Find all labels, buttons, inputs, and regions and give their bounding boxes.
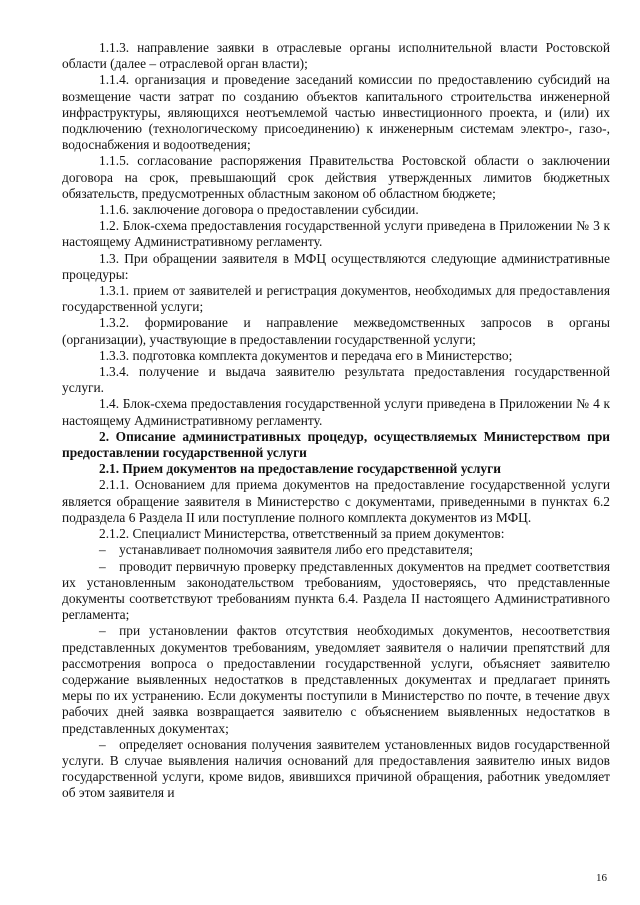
paragraph-1-2: 1.2. Блок-схема предоставления государственной услуги приведена в Приложении № 3 к настоящему Административному регламенту. — [62, 218, 610, 250]
document-page — [62, 40, 610, 802]
paragraph-1-1-5: 1.1.5. согласование распоряжения Правительства Ростовской области о заключении договора на срок, превышающий срок действия утвержденных лимитов бюджетных обязательств, предусмотренных областным законом об областном бюджете; — [62, 153, 610, 201]
list-item: – устанавливает полномочия заявителя либо его представителя; — [99, 542, 474, 558]
paragraph-1-3-2: 1.3.2. формирование и направление межведомственных запросов в органы (организации), участвующие в предоставлении государственной услуги; — [62, 315, 610, 347]
page-number: 16 — [596, 872, 607, 884]
paragraph-1-3-1: 1.3.1. прием от заявителей и регистрация документов, необходимых для предоставления государственной услуги; — [62, 283, 610, 315]
paragraph-2-1-1: 2.1.1. Основанием для приема документов на предоставление государственной услуги является обращение заявителя в Министерство с документами, приведенными в пунктах 6.2 подраздела 6 Раздела II или поступление полного комплекта документов из МФЦ. — [62, 477, 610, 525]
paragraph-1-1-6: 1.1.6. заключение договора о предоставлении субсидии. — [99, 202, 419, 218]
subsection-2-1-heading: 2.1. Прием документов на предоставление государственной услуги — [99, 461, 501, 477]
paragraph-1-4: 1.4. Блок-схема предоставления государственной услуги приведена в Приложении № 4 к настоящему Административному регламенту. — [62, 396, 610, 428]
paragraph-1-1-4: 1.1.4. организация и проведение заседаний комиссии по предоставлению субсидий на возмещение части затрат по созданию объектов капитального строительства инженерной инфраструктуры, являющихся неотъемлемой частью инвестиционного проекта, и (или) их подключению (технологическому присоединению) к инженерным системам электро-, газо-, водоснабжения и водоотведения; — [62, 72, 610, 153]
section-2-heading: 2. Описание административных процедур, осуществляемых Министерством при предоставлении государственной услуги — [62, 428, 610, 461]
paragraph-1-3: 1.3. При обращении заявителя в МФЦ осуществляются следующие административные процедуры: — [62, 250, 610, 282]
paragraph-1-3-3: 1.3.3. подготовка комплекта документов и передача его в Министерство; — [99, 347, 513, 363]
list-item: – при установлении фактов отсутствия необходимых документов, несоответствия представленных документов требованиям, уведомляет заявителя о наличии препятствий для рассмотрения вопроса о предоставлении государственной услуги, объясняет заявителю содержание выявленных недостатков в представленных документах и предлагает принять меры по их устранению. Если документы поступили в Министерство по почте, в течение двух рабочих дней заявка возвращается заявителю с объяснением выявленных недостатков в представленных документах; — [62, 623, 610, 736]
paragraph-2-1-2: 2.1.2. Специалист Министерства, ответственный за прием документов: — [99, 526, 505, 542]
list-item: – проводит первичную проверку представленных документов на предмет соответствия их установленным законодательством требованиям, удостоверяясь, что представленные документы соответствуют требованиям пункта 6.4. Раздела II настоящего Административного регламента; — [62, 558, 610, 623]
paragraph-1-3-4: 1.3.4. получение и выдача заявителю результата предоставления государственной услуги. — [62, 364, 610, 396]
paragraph-1-1-3: 1.1.3. направление заявки в отраслевые органы исполнительной власти Ростовской области (далее – отраслевой орган власти); — [62, 40, 610, 72]
list-item: – определяет основания получения заявителем установленных видов государственной услуги. В случае выявления наличия оснований для предоставления заявителю иных видов государственной услуги, кроме видов, явившихся причиной обращения, работник уведомляет об этом заявителя и — [62, 736, 610, 801]
